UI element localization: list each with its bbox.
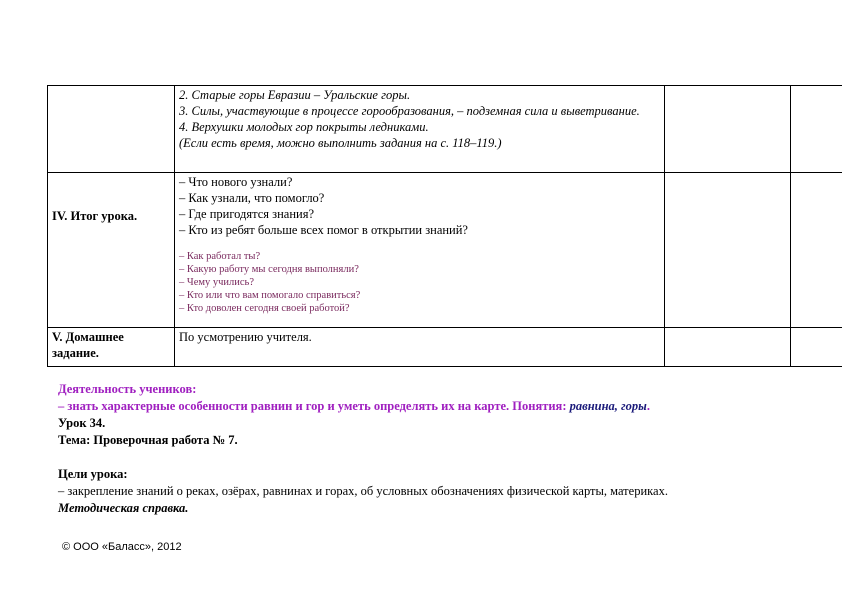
lesson-number: Урок 34. [58,416,106,430]
activity-line [58,398,828,415]
notes-cell [665,328,791,367]
method-note: Методическая справка. [58,501,189,515]
question-line: – Где пригодятся знания? [179,207,315,221]
reflection-line: – Кто или что вам помогало справиться? [179,290,361,301]
question-line: – Кто из ребят больше всех помог в открытии знаний? [179,223,468,237]
content-cell [175,86,665,173]
activity-end: . [646,399,650,413]
answer-line: (Если есть время, можно выполнить задания на с. 118–119.) [179,136,502,150]
reflection-line: – Чему учились? [179,277,254,288]
activity-heading: Деятельность учеников: [58,382,197,396]
goals-heading: Цели урока: [58,467,128,481]
activity-terms: равнина, горы [569,399,647,413]
stage-label: V. Домашнее задание. [52,330,124,360]
lesson-table-container [47,85,839,367]
notes-cell [665,173,791,328]
question-line: – Что нового узнали? [179,175,293,189]
reflection-line: – Кто доволен сегодня своей работой? [179,303,350,314]
notes-cell-extra [791,86,842,173]
table-row [48,86,842,173]
question-line: – Как узнали, что помогло? [179,191,325,205]
spacer [58,449,828,466]
lesson-table [47,85,842,367]
stage-cell [48,86,175,173]
notes-cell-extra [791,173,842,328]
table-row [48,328,842,367]
copyright-footer: © ООО «Баласс», 2012 [62,541,182,553]
stage-cell [48,328,175,367]
goals-text: – закрепление знаний о реках, озёрах, равнинах и горах, об условных обозначениях физической карты, материках. [58,484,668,498]
answer-line: 2. Старые горы Евразии – Уральские горы. [179,88,411,102]
notes-cell-extra [791,328,842,367]
reflection-line: – Как работал ты? [179,251,261,262]
answer-line: 4. Верхушки молодых гор покрыты ледниками. [179,120,429,134]
stage-label: IV. Итог урока. [52,209,138,223]
activity-text: – знать характерные особенности равнин и гор и уметь определять их на карте. Понятия: [58,399,570,413]
spacer [179,238,660,250]
table-row [48,173,842,328]
answer-line: 3. Силы, участвующие в процессе горообразования, – подземная сила и выветривание. [179,104,640,118]
content-cell [175,173,665,328]
reflection-line: – Какую работу мы сегодня выполняли? [179,264,359,275]
notes-cell [665,86,791,173]
stage-cell [48,173,175,328]
lesson-topic: Тема: Проверочная работа № 7. [58,433,238,447]
lesson-description [58,381,828,517]
content-cell [175,328,665,367]
homework-text: По усмотрению учителя. [179,330,312,344]
